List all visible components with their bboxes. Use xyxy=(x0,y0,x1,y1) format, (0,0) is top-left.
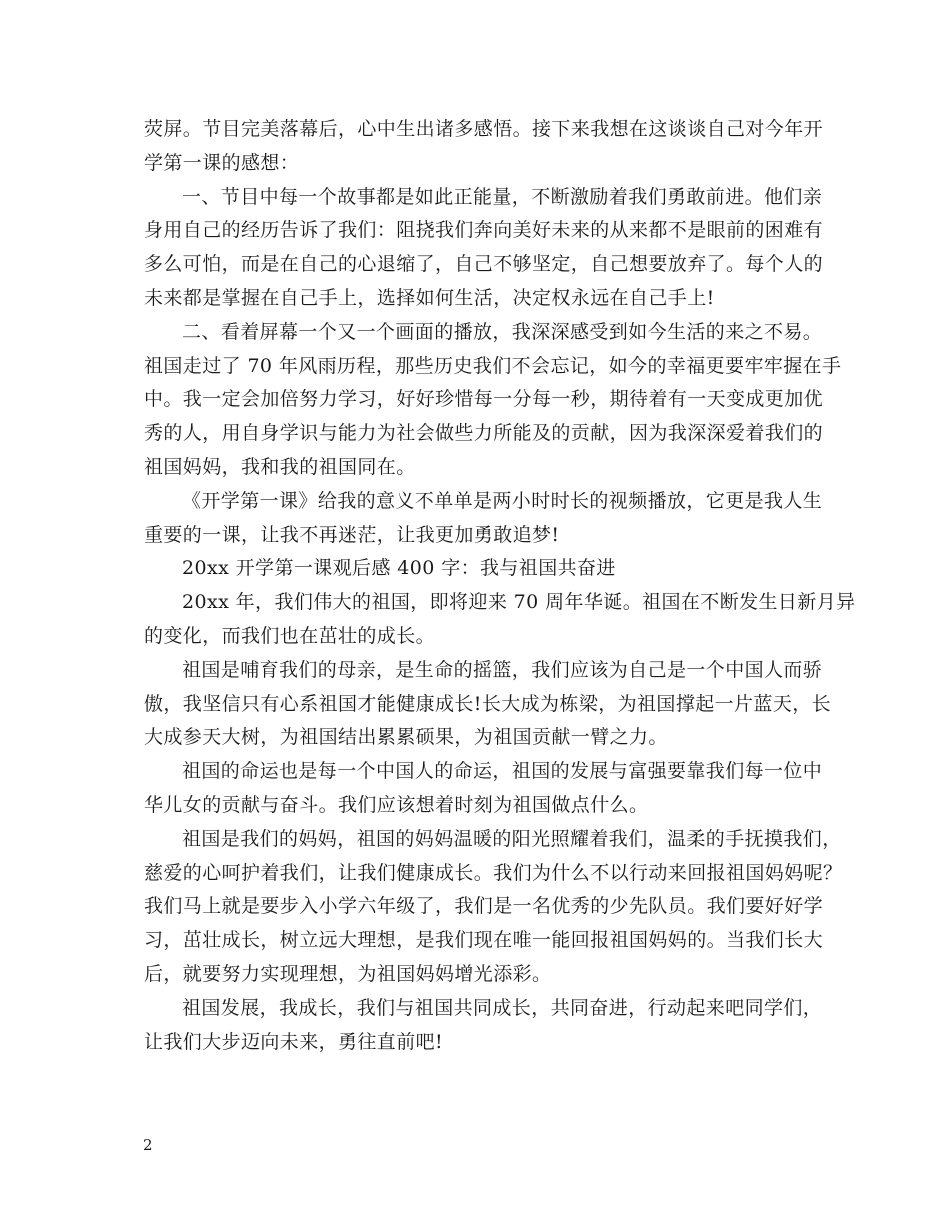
text-line: 傲，我坚信只有心系祖国才能健康成长!长大成为栋梁，为祖国撑起一片蓝天，长 xyxy=(144,692,832,715)
text-line: 多么可怕，而是在自己的心退缩了，自己不够坚定，自己想要放弃了。每个人的 xyxy=(144,253,824,276)
text-line: 中。我一定会加倍努力学习，好好珍惜每一分每一秒，期待着有一天变成更加优 xyxy=(144,388,824,411)
text-line: 后，就要努力实现理想，为祖国妈妈增光添彩。 xyxy=(144,962,552,985)
text-line: 祖国发展，我成长，我们与祖国共同成长，共同奋进，行动起来吧同学们， xyxy=(182,996,823,1019)
text-line: 学第一课的感想： xyxy=(144,151,300,174)
text-line: 华儿女的贡献与奋斗。我们应该想着时刻为祖国做点什么。 xyxy=(144,793,649,816)
text-line: 我们马上就是要步入小学六年级了，我们是一名优秀的少先队员。我们要好好学 xyxy=(144,895,824,918)
text-line: 的变化，而我们也在茁壮的成长。 xyxy=(144,624,436,647)
text-line: 荧屏。节目完美落幕后，心中生出诸多感悟。接下来我想在这谈谈自己对今年开 xyxy=(144,118,824,140)
text-line: 祖国妈妈，我和我的祖国同在。 xyxy=(144,455,416,478)
text-line: 让我们大步迈向未来，勇往直前吧! xyxy=(144,1030,444,1053)
page-number: 2 xyxy=(143,1136,153,1154)
text-line: 《开学第一课》给我的意义不单单是两小时时长的视频播放，它更是我人生 xyxy=(182,489,823,512)
text-line: 祖国的命运也是每一个中国人的命运，祖国的发展与富强要靠我们每一位中 xyxy=(182,760,823,783)
text-line: 20xx 年，我们伟大的祖国，即将迎来 70 周年华诞。祖国在不断发生日新月异 xyxy=(182,591,856,614)
text-line: 祖国是哺育我们的母亲，是生命的摇篮，我们应该为自己是一个中国人而骄 xyxy=(182,658,823,681)
text-line: 大成参天大树，为祖国结出累累硕果，为祖国贡献一臂之力。 xyxy=(144,726,668,749)
text-line: 祖国走过了 70 年风雨历程，那些历史我们不会忘记，如今的幸福更要牢牢握在手 xyxy=(144,354,842,377)
text-line: 身用自己的经历告诉了我们：阻挠我们奔向美好未来的从来都不是眼前的困难有 xyxy=(144,219,824,242)
text-line: 20xx 开学第一课观后感 400 字：我与祖国共奋进 xyxy=(182,557,616,580)
text-line: 未来都是掌握在自己手上，选择如何生活，决定权永远在自己手上! xyxy=(144,286,715,309)
text-line: 二、看着屏幕一个又一个画面的播放，我深深感受到如今生活的来之不易。 xyxy=(182,320,823,343)
text-line: 慈爱的心呵护着我们，让我们健康成长。我们为什么不以行动来回报祖国妈妈呢？ xyxy=(144,861,843,884)
text-line: 秀的人，用自身学识与能力为社会做些力所能及的贡献，因为我深深爱着我们的 xyxy=(144,422,824,445)
text-line: 一、节目中每一个故事都是如此正能量，不断激励着我们勇敢前进。他们亲 xyxy=(182,185,823,208)
text-line: 重要的一课，让我不再迷茫，让我更加勇敢追梦! xyxy=(144,523,560,546)
text-line: 习，茁壮成长，树立远大理想，是我们现在唯一能回报祖国妈妈的。当我们长大 xyxy=(144,929,824,952)
text-line: 祖国是我们的妈妈，祖国的妈妈温暖的阳光照耀着我们，温柔的手抚摸我们， xyxy=(182,827,842,850)
document-body xyxy=(144,113,856,1059)
